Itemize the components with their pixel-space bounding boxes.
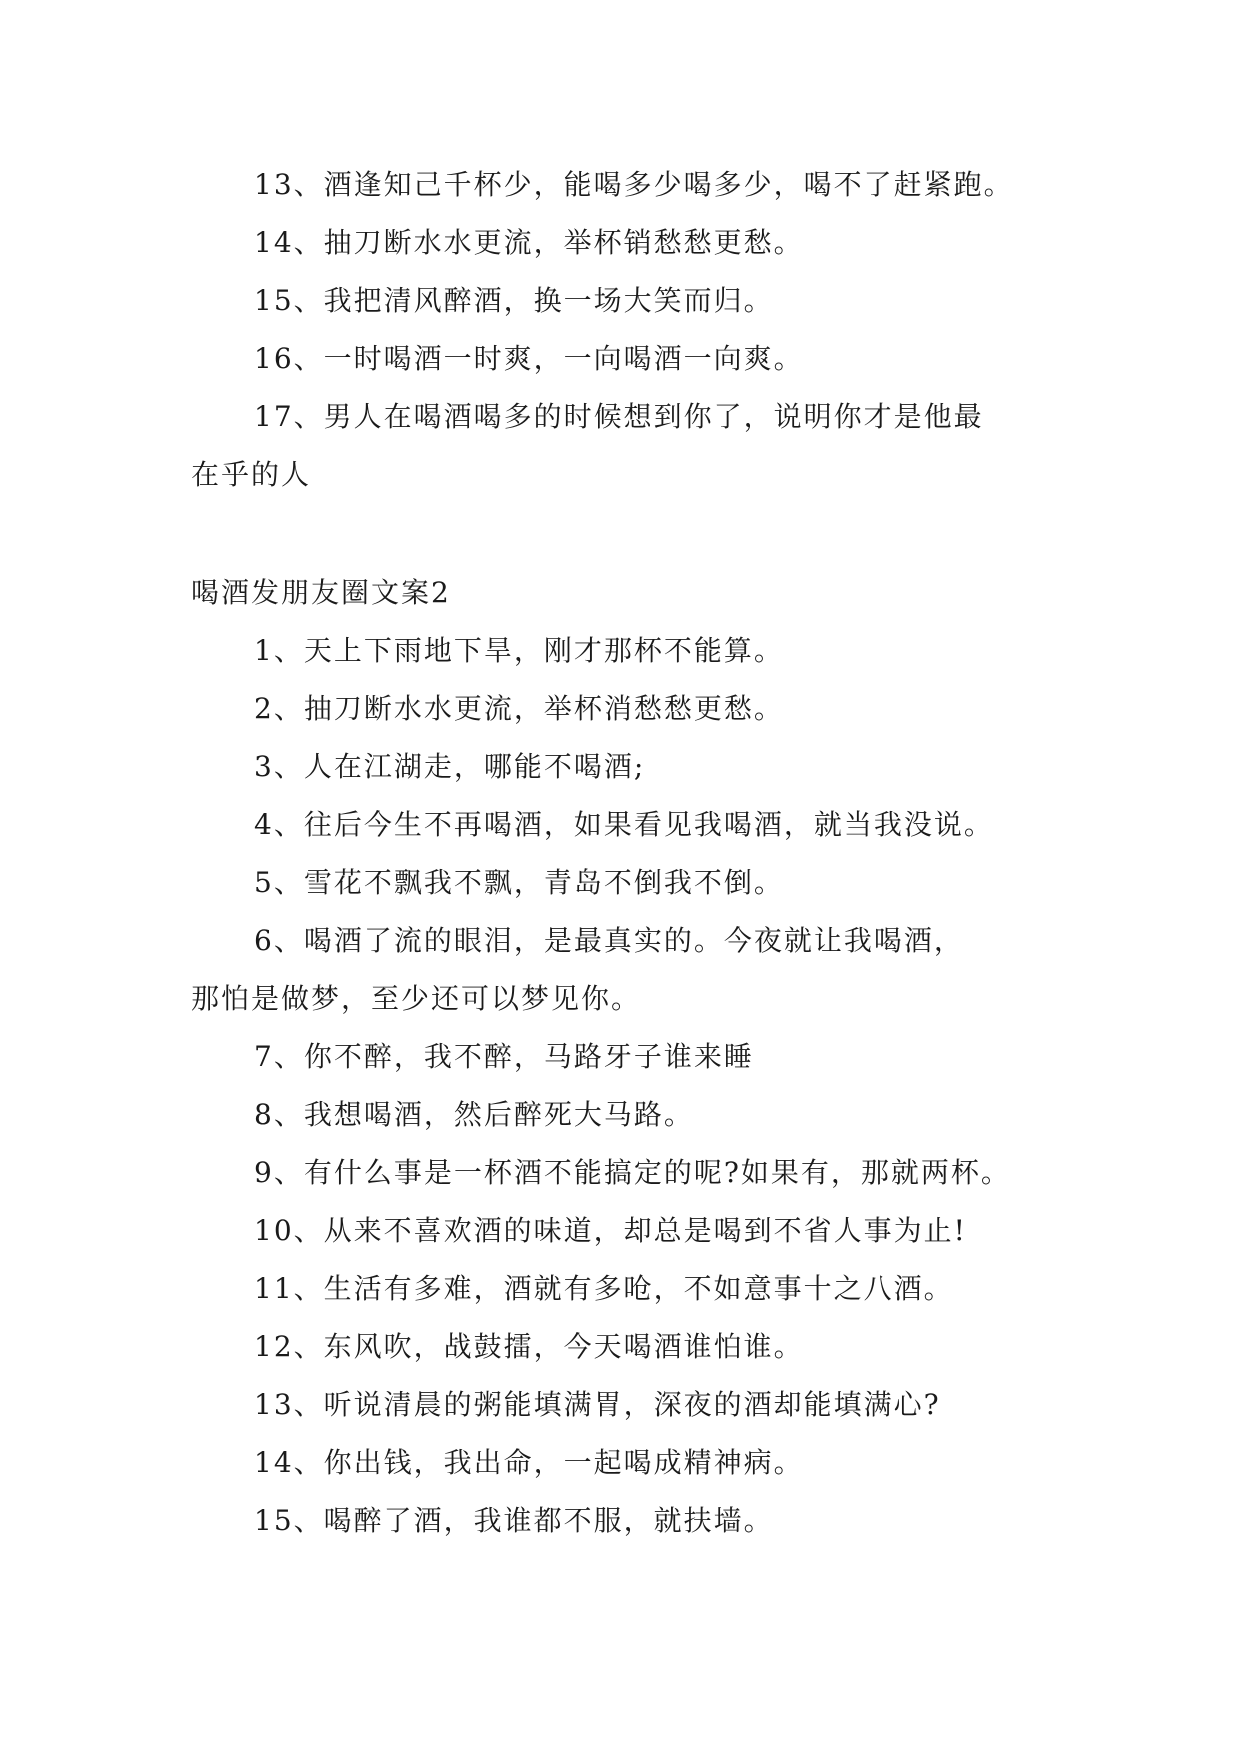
- list-item: 14、你出钱，我出命，一起喝成精神病。: [254, 1446, 804, 1479]
- list-item: 1、天上下雨地下旱，刚才那杯不能算。: [254, 634, 784, 667]
- list-item: 10、从来不喜欢酒的味道，却总是喝到不省人事为止!: [254, 1214, 967, 1247]
- section-heading: 喝酒发朋友圈文案2: [191, 576, 451, 609]
- list-item: 5、雪花不飘我不飘，青岛不倒我不倒。: [254, 866, 784, 899]
- list-item: 3、人在江湖走，哪能不喝酒;: [254, 750, 646, 783]
- list-item: 16、一时喝酒一时爽，一向喝酒一向爽。: [254, 342, 804, 375]
- list-item: 2、抽刀断水水更流，举杯消愁愁更愁。: [254, 692, 784, 725]
- list-item: 9、有什么事是一杯酒不能搞定的呢?如果有，那就两杯。: [254, 1156, 1011, 1189]
- list-item: 15、喝醉了酒，我谁都不服，就扶墙。: [254, 1504, 774, 1537]
- list-item: 11、生活有多难，酒就有多呛，不如意事十之八酒。: [254, 1272, 954, 1305]
- list-item: 4、往后今生不再喝酒，如果看见我喝酒，就当我没说。: [254, 808, 994, 841]
- list-item-continuation: 那怕是做梦，至少还可以梦见你。: [191, 982, 642, 1015]
- list-item: 13、酒逢知己千杯少，能喝多少喝多少，喝不了赶紧跑。: [254, 168, 1014, 201]
- list-item: 8、我想喝酒，然后醉死大马路。: [254, 1098, 694, 1131]
- list-item-continuation: 在乎的人: [191, 458, 312, 491]
- list-item: 14、抽刀断水水更流，举杯销愁愁更愁。: [254, 226, 804, 259]
- list-item: 13、听说清晨的粥能填满胃，深夜的酒却能填满心?: [254, 1388, 941, 1421]
- list-item: 17、男人在喝酒喝多的时候想到你了，说明你才是他最: [254, 400, 984, 433]
- list-item: 7、你不醉，我不醉，马路牙子谁来睡: [254, 1040, 754, 1073]
- list-item: 12、东风吹，战鼓擂，今天喝酒谁怕谁。: [254, 1330, 804, 1363]
- list-item: 6、喝酒了流的眼泪，是最真实的。今夜就让我喝酒，: [254, 924, 964, 957]
- list-item: 15、我把清风醉酒，换一场大笑而归。: [254, 284, 774, 317]
